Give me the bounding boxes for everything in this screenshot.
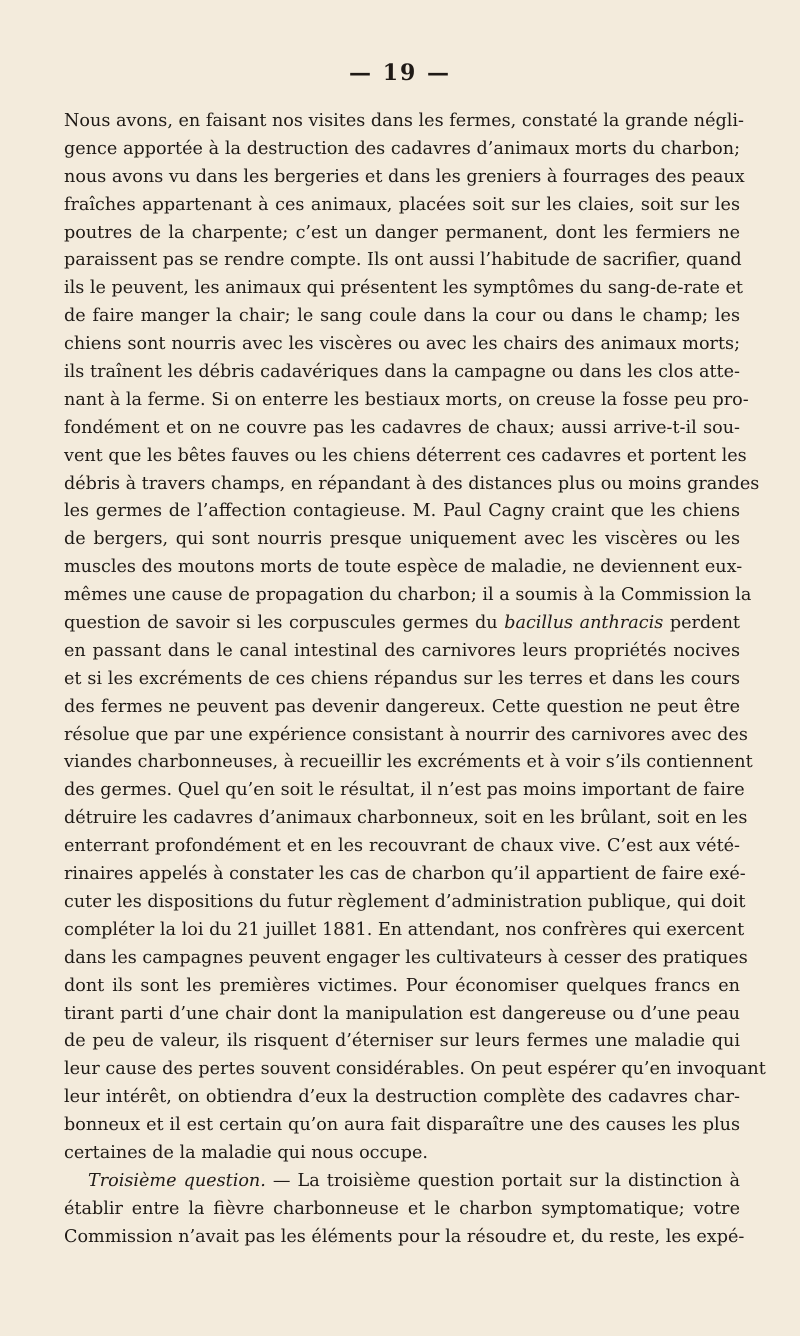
text-line: les germes de l’affection contagieuse. M. Paul Cagny craint que les chiens [64,501,740,522]
paragraph-2 [64,1168,745,1252]
text-line: mêmes une cause de propagation du charbon; il a soumis à la Commission la [64,585,752,606]
text-line: cuter les dispositions du futur règlement d’administration publique, qui doit [64,891,746,912]
text-line: tirant parti d’une chair dont la manipulation est dangereuse ou d’une peau [64,1003,740,1024]
text-line: certaines de la maladie qui nous occupe. [64,1142,428,1163]
text-line: résolue que par une expérience consistant à nourrir des carnivores avec des [64,724,748,745]
text-line: débris à travers champs, en répandant à des distances plus ou moins grandes [64,473,760,494]
body-text [64,108,766,1252]
text-line: rinaires appelés à constater les cas de charbon qu’il appartient de faire exé- [64,864,746,885]
text-line: poutres de la charpente; c’est un danger permanent, dont les fermiers ne [64,222,740,243]
text-line: Nous avons, en faisant nos visites dans les fermes, constaté la grande négli- [64,111,744,131]
text-line: de faire manger la chair; le sang coule dans la cour ou dans le champ; les [64,306,740,327]
text-fragment: — La troisième question portait sur la distinction à [265,1170,740,1191]
section-heading-line [64,1168,740,1196]
text-line: chiens sont nourris avec les viscères ou avec les chairs des animaux morts; [64,334,740,355]
section-heading: Troisième question. [88,1170,266,1191]
text-line: ils traînent les débris cadavériques dans la campagne ou dans les clos atte- [64,362,740,383]
text-line: enterrant profondément et en les recouvrant de chaux vive. C’est aux vété- [64,836,740,857]
text-line: fondément et on ne couvre pas les cadavres de chaux; aussi arrive-t-il sou- [64,417,740,438]
text-line: de bergers, qui sont nourris presque uniquement avec les viscères ou les [64,529,740,550]
latin-term: bacillus anthracis [504,613,664,634]
text-line: leur intérêt, on obtiendra d’eux la destruction complète des cadavres char- [64,1087,740,1108]
text-line: Commission n’avait pas les éléments pour la résoudre et, du reste, les expé- [64,1226,745,1247]
page-number: — 19 — [349,60,451,86]
text-line: des fermes ne peuvent pas devenir dangereux. Cette question ne peut être [64,696,740,717]
text-line: nant à la ferme. Si on enterre les bestiaux morts, on creuse la fosse peu pro- [64,389,749,410]
text-fragment: perdent [663,613,740,634]
text-line: bonneux et il est certain qu’on aura fait disparaître une des causes les plus [64,1115,740,1136]
text-line: gence apportée à la destruction des cadavres d’animaux morts du charbon; [64,138,740,159]
text-line: viandes charbonneuses, à recueillir les excréments et à voir s’ils contiennent [64,752,753,773]
text-line: vent que les bêtes fauves ou les chiens déterrent ces cadavres et portent les [64,445,747,466]
text-line: fraîches appartenant à ces animaux, placées soit sur les claies, soit sur les [64,194,740,215]
text-line: dont ils sont les premières victimes. Pour économiser quelques francs en [64,975,740,996]
text-line: établir entre la fièvre charbonneuse et le charbon symptomatique; votre [64,1198,740,1219]
text-line: dans les campagnes peuvent engager les cultivateurs à cesser des pratiques [64,947,748,968]
text-line: des germes. Quel qu’en soit le résultat, il n’est pas moins important de faire [64,780,745,801]
text-line: muscles des moutons morts de toute espèce de maladie, ne deviennent eux- [64,557,743,578]
text-fragment: question de savoir si les corpuscules germes du [64,613,505,634]
text-line: nous avons vu dans les bergeries et dans les greniers à fourrages des peaux [64,166,745,187]
text-line-bacillus [64,610,740,638]
text-line: compléter la loi du 21 juillet 1881. En attendant, nos confrères qui exercent [64,919,745,940]
text-line: paraissent pas se rendre compte. Ils ont aussi l’habitude de sacrifier, quand [64,250,742,271]
paragraph-1 [64,108,766,1168]
text-line: ils le peuvent, les animaux qui présentent les symptômes du sang-de-rate et [64,278,743,299]
text-line: détruire les cadavres d’animaux charbonneux, soit en les brûlant, soit en les [64,808,748,829]
text-line: et si les excréments de ces chiens répandus sur les terres et dans les cours [64,668,740,689]
text-line: en passant dans le canal intestinal des carnivores leurs propriétés nocives [64,640,740,661]
text-line: de peu de valeur, ils risquent d’éterniser sur leurs fermes une maladie qui [64,1031,740,1052]
text-line: leur cause des pertes souvent considérables. On peut espérer qu’en invoquant [64,1059,766,1080]
